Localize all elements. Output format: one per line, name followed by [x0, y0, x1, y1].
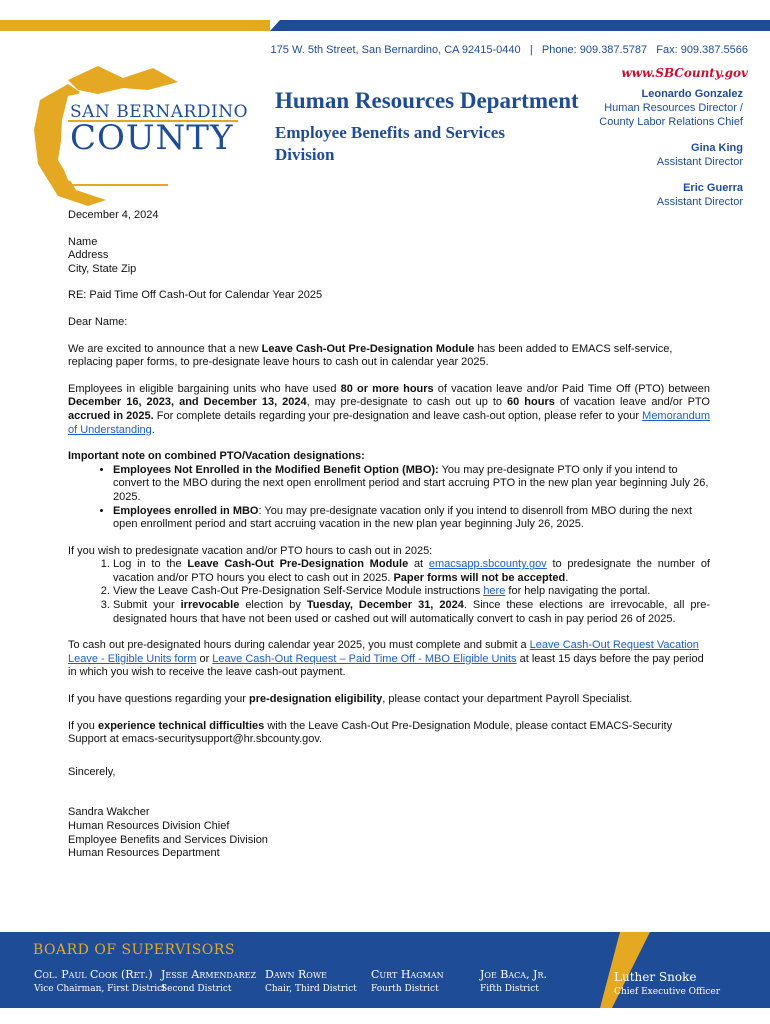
letterhead-top-bar [0, 20, 770, 31]
department-block [275, 88, 579, 166]
fax: Fax: 909.387.5566 [656, 44, 748, 56]
logo-line1: SAN BERNARDINO [70, 102, 249, 122]
note-heading: Important note on combined PTO/Vacation designations: [68, 450, 365, 463]
list-item: 2. View the Leave Cash-Out Pre-Designation Self-Service Module instructions here for help navigating the portal. [113, 585, 710, 599]
gold-stripe [0, 20, 270, 31]
note-bullets [113, 464, 710, 532]
recipient-block [68, 236, 710, 277]
officials-list [599, 87, 743, 209]
ceo: Luther Snoke Chief Executive Officer [614, 970, 720, 997]
paragraph-intro: We are excited to announce that a new Leave Cash-Out Pre-Designation Module has been added to EMACS self-service, replacing paper forms, to pre-designate leave hours to cash out in calendar year 2025. [68, 342, 673, 369]
salutation: Dear Name: [68, 315, 128, 328]
signature-name: Sandra Wakcher [68, 806, 150, 819]
footer-banner [0, 932, 770, 1008]
mou-link[interactable]: Memorandum of Understanding [68, 409, 711, 436]
supervisor: Col. Paul Cook (Ret.) Vice Chairman, First District [34, 968, 166, 994]
recipient-city: City, State Zip [68, 262, 137, 275]
closing: Sincerely, [68, 765, 116, 778]
recipient-name: Name [68, 235, 98, 248]
signature-block [68, 806, 710, 860]
signature-title: Human Resources Division Chief [68, 820, 230, 832]
pto-form-link[interactable]: Leave Cash-Out Request – Paid Time Off - MBO Eligible Units [212, 652, 517, 665]
separator: | [529, 44, 533, 56]
department-title: Human Resources Department [275, 88, 579, 113]
re-line: RE: Paid Time Off Cash-Out for Calendar Year 2025 [68, 289, 323, 302]
emacs-link[interactable]: emacsapp.sbcounty.gov [428, 558, 547, 571]
paragraph-cashout: To cash out pre-designated hours during calendar year 2025, you must complete and submit a Leave Cash-Out Request Vacation Leave - Eligible Units form or Leave Cash-Out Request – Paid Time Off - MBO Eligible Units at least 15 days before the pay period in which you wish to receive the leave cash-out payment. [68, 639, 704, 679]
supervisor: Joe Baca, Jr. Fifth District [480, 968, 547, 994]
contact-line [271, 44, 748, 56]
official-title: Human Resources Director / [604, 102, 743, 114]
instructions-link[interactable]: here [483, 585, 506, 598]
supervisor: Dawn Rowe Chair, Third District [265, 968, 357, 994]
letter-body [68, 209, 710, 861]
phone: Phone: 909.387.5787 [541, 44, 648, 56]
list-item: • Employees enrolled in MBO: You may pre-designate vacation only if you intend to disenroll from MBO during the next open enrollment period and start accruing vacation in the new plan year beginning July 26, 2025. [113, 505, 710, 532]
blue-stripe [270, 20, 770, 31]
official-name: Eric Guerra [683, 182, 743, 194]
steps-list [113, 558, 710, 626]
list-item: • Employees Not Enrolled in the Modified Benefit Option (MBO): You may pre-designate PTO only if you intend to convert to the MBO during the next open enrollment period and start accruing PTO in the new plan year beginning July 26, 2025. [113, 464, 710, 505]
signature-division: Employee Benefits and Services Division [68, 833, 268, 846]
official-title: Assistant Director [656, 156, 743, 168]
logo-line2: COUNTY [70, 118, 234, 158]
official-title: County Labor Relations Chief [599, 116, 743, 128]
list-item: 1. Log in to the Leave Cash-Out Pre-Designation Module at emacsapp.sbcounty.gov to predesignate the number of vacation and/or PTO hours you elect to cash out in 2025. Paper forms will not be accepted. [113, 558, 710, 585]
division-title [275, 122, 579, 166]
supervisor: Jesse Armendarez Second District [161, 968, 257, 994]
paragraph-eligibility: Employees in eligible bargaining units who have used 80 or more hours of vacation leave and/or Paid Time Off (PTO) between December 16, 2023, and December 13, 2024, may pre-designate to cash out up to 60 hours of vacation leave and/or PTO accrued in 2025. For complete details regarding your pre-designation and leave cash-out option, please refer to your Memorandum of Understanding. [68, 382, 711, 436]
official-name: Leonardo Gonzalez [641, 88, 743, 100]
vacation-form-link[interactable]: Leave Cash-Out Request Vacation Leave - Eligible Units form [68, 639, 699, 665]
signature-department: Human Resources Department [68, 847, 220, 860]
paragraph-support: If you experience technical difficulties with the Leave Cash-Out Pre-Designation Module, please contact EMACS-Security Support at emacs-securitysupport@hr.sbcounty.gov. [68, 719, 673, 746]
recipient-address: Address [68, 249, 109, 262]
official-title: Assistant Director [656, 196, 743, 208]
steps-intro: If you wish to predesignate vacation and/or PTO hours to cash out in 2025: [68, 544, 433, 557]
division-line1: Employee Benefits and Services [275, 123, 505, 142]
official-name: Gina King [691, 142, 743, 154]
supervisor: Curt Hagman Fourth District [371, 968, 444, 994]
website[interactable]: www.SBCounty.gov [621, 66, 748, 80]
paragraph-questions: If you have questions regarding your pre-designation eligibility, please contact your department Payroll Specialist. [68, 693, 633, 706]
list-item: 3. Submit your irrevocable election by Tuesday, December 31, 2024. Since these elections are irrevocable, all pre-designated hours that have not been used or cashed out will automatically convert to cash in pay period 26 of 2025. [113, 599, 710, 626]
board-title: BOARD OF SUPERVISORS [33, 942, 235, 958]
letter-date: December 4, 2024 [68, 209, 159, 221]
address: 175 W. 5th Street, San Bernardino, CA 92415-0440 [270, 44, 521, 56]
division-line2: Division [275, 145, 335, 164]
